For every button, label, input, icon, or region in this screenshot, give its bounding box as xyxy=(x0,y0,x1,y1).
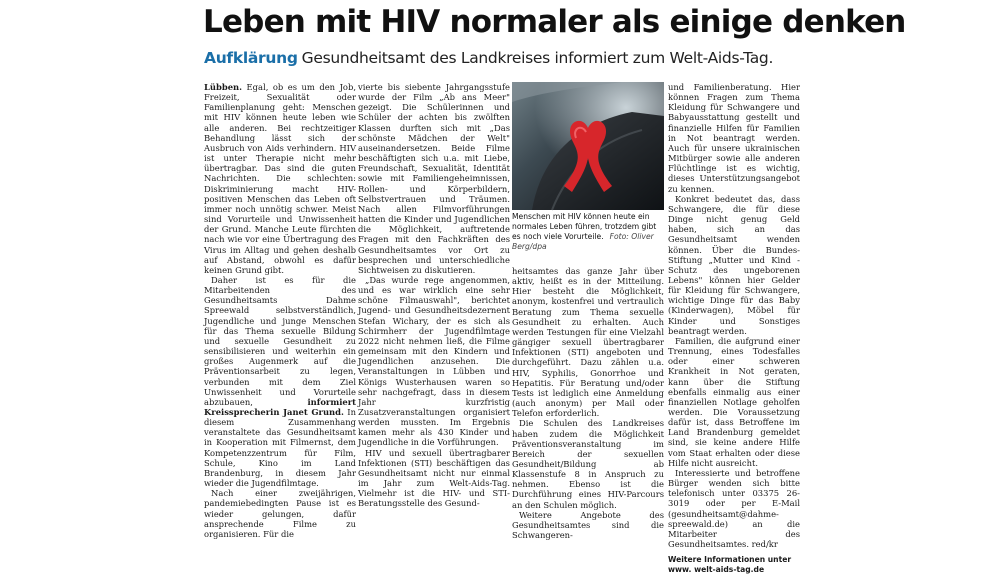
headline: Leben mit HIV normaler als einige denken xyxy=(203,4,906,40)
paragraph-text: In diesem Zusammenhang veranstaltete das Gesundheitsamt in Kooperation mit Filmernst, dem Kompetenzzentrum für Film, Schule, Kino im Land Brandenburg, in diesem Jahr wieder die Jugendfilmtage. xyxy=(204,407,356,489)
paragraph xyxy=(204,275,356,488)
paragraph-text: Daher ist es für die Mitarbeitenden des Gesundheitsamts Dahme Spreewald selbstverständlich, Jugendliche und junge Menschen für das Thema sexuelle Bildung und sexuelle Gesundheit zu sensibilisieren und weiterhin ein großes Augenmerk auf die Präventionsarbeit zu legen, verbunden mit dem Ziel Unwissenheit und Vorurteile abzubauen, xyxy=(204,274,356,407)
subheadline xyxy=(204,49,1004,67)
paragraph: Nach einer zweijährigen, pandemiebedingten Pause ist es wieder gelungen, dafür ansprechende Filme zu organisieren. Für die xyxy=(204,488,356,539)
paragraph: vierte bis siebente Jahrgangsstufe wurde der Film „Ab ans Meer" gezeigt. Die Schülerinnen und Schüler der achten bis zwölften Klassen durften sich mit „Das schönste Mädchen der Welt" auseinandersetzen. Beide Filme beschäftigten sich u.a. mit Liebe, Freundschaft, Sexualität, Identität sowie mit Familiengeheimnissen, Rollen- und Körperbildern, Selbstvertrauen und Träumen. Nach allen Filmvorführungen hatten die Kinder und Jugendlichen die Möglichkeit, auftretende Fragen mit den Fachkräften des Gesundheitsamtes vor Ort zu besprechen und unterschiedliche Sichtweisen zu diskutieren. xyxy=(358,82,510,275)
paragraph xyxy=(204,82,356,275)
more-info-link[interactable]: Weitere Informationen unter www. welt-aids-tag.de xyxy=(668,555,792,575)
paragraph: Familien, die aufgrund einer Trennung, eines Todesfalles oder einer schweren Krankheit in Not geraten, kann über die Stiftung ebenfalls einmalig aus einer finanziellen Notlage geholfen werden. Die Voraussetzung dafür ist, dass Betroffene im Land Brandenburg gemeldet sind, sie keine andere Hilfe vom Staat erhalten oder diese Hilfe nicht ausreicht. xyxy=(668,335,800,468)
paragraph-text: Egal, ob es um den Job, Freizeit, Sexualität oder Familienplanung geht: Menschen mit HIV können heute leben wie alle anderen. Bei rechtzeitiger Behandlung lässt sich der Ausbruch von Aids verhindern. HIV ist unter Therapie nicht mehr übertragbar. Das sind die guten Nachrichten. Die schlechten: Diskriminierung macht HIV-positiven Menschen das Leben oft immer noch unnötig schwer. Meist sind Vorurteile und Unwissenheit der Grund. Manche Leute fürchten nach wie vor eine Übertragung des Virus im Alltag und gehen deshalb auf Abstand, obwohl es dafür keinen Grund gibt. xyxy=(204,82,356,275)
dateline: Lübben. xyxy=(204,82,243,92)
paragraph: Die Schulen des Landkreises haben zudem die Möglichkeit Präventionsveranstaltung im Bereich der sexuellen Gesundheit/Bildung ab Klassenstufe 8 in Anspruch zu nehmen. Ebenso ist die Durchführung eines HIV-Parcours an den Schulen möglich. xyxy=(512,418,664,510)
subheadline-text: Gesundheitsamt des Landkreises informiert zum Welt-Aids-Tag. xyxy=(301,49,774,67)
kicker: Aufklärung xyxy=(204,49,298,67)
caption-text: Menschen mit HIV können heute ein normales Leben führen, trotzdem gibt es noch viele Vorurteile. xyxy=(512,212,657,241)
photo-credit: Foto: Oliver Berg/dpa xyxy=(512,232,654,251)
paragraph: Weitere Angebote des Gesundheitsamtes sind die Schwangeren- xyxy=(512,509,664,541)
paragraph: HIV und sexuell übertragbarer Infektionen (STI) beschäftigen das Gesundheitsamt nicht nur einmal im Jahr zum Welt-Aids-Tag. Vielmehr ist die HIV- und STI-Beratungsstelle des Gesund- xyxy=(358,447,510,509)
article-column-2 xyxy=(358,82,510,550)
paragraph: „Das wurde rege angenommen, und es war wirklich eine sehr schöne Filmauswahl", berichtet Jugend- und Gesundheitsdezernent Stefan Wichary, der es sich als Schirmherr der Jugendfilmtage 2022 nicht nehmen ließ, die Filme gemeinsam mit den Kindern und Jugendlichen anzusehen. Die Veranstaltungen in Lübben und Königs Wusterhausen waren so sehr nachgefragt, dass in diesem Jahr kurzfristig Zusatzveranstaltungen organisiert werden mussten. Im Ergebnis kamen mehr als 430 Kinder und Jugendliche in die Vorführungen. xyxy=(358,274,510,448)
paragraph: Konkret bedeutet das, dass Schwangere, die für diese Dinge nicht genug Geld haben, sich an das Gesundheitsamt wenden können. Über die Bundes-Stiftung „Mutter und Kind - Schutz des ungeborenen Lebens" können hier Gelder für Kleidung für Schwangere, wichtige Dinge für das Baby (Kinderwagen), Möbel für Kinder und Sonstiges beantragt werden. xyxy=(668,193,800,336)
paragraph-bold-text: informiert Kreissprecherin Janet Grund. xyxy=(204,396,356,417)
article-photo xyxy=(512,82,664,210)
photo-caption xyxy=(512,212,664,252)
paragraph: heitsamtes das ganze Jahr über aktiv, heißt es in der Mitteilung. Hier besteht die Möglichkeit, anonym, kostenfrei und vertraulich Beratung zum Thema sexuelle Gesundheit zu erhalten. Auch werden Testungen für eine Vielzahl gängiger sexuell übertragbarer Infektionen (STI) angeboten und durchgeführt. Dazu zählen u.a. HIV, Syphilis, Gonorrhoe und Hepatitis. Für Beratung und/oder Tests ist lediglich eine Anmeldung (auch anonym) per Mail oder Telefon erforderlich. xyxy=(512,266,664,419)
article-column-3 xyxy=(512,266,664,550)
red-ribbon-photo-icon xyxy=(512,82,664,210)
paragraph: und Familienberatung. Hier können Fragen zum Thema Kleidung für Schwangere und Babyausstattung gestellt und finanzielle Hilfen für Familien in Not beantragt werden. Auch für unsere ukrainischen Mitbürger sowie alle anderen Flüchtlinge ist es wichtig, dieses Unterstützungsangebot zu kennen. xyxy=(668,82,800,194)
article-column-4 xyxy=(668,82,800,575)
paragraph: Interessierte und betroffene Bürger wenden sich bitte telefonisch unter 03375 26-3019 oder per E-Mail (gesundheitsamt@dahme-spreewald.de) an die Mitarbeiter des Gesundheitsamtes. red/kr xyxy=(668,467,800,550)
article-column-1 xyxy=(204,82,356,550)
